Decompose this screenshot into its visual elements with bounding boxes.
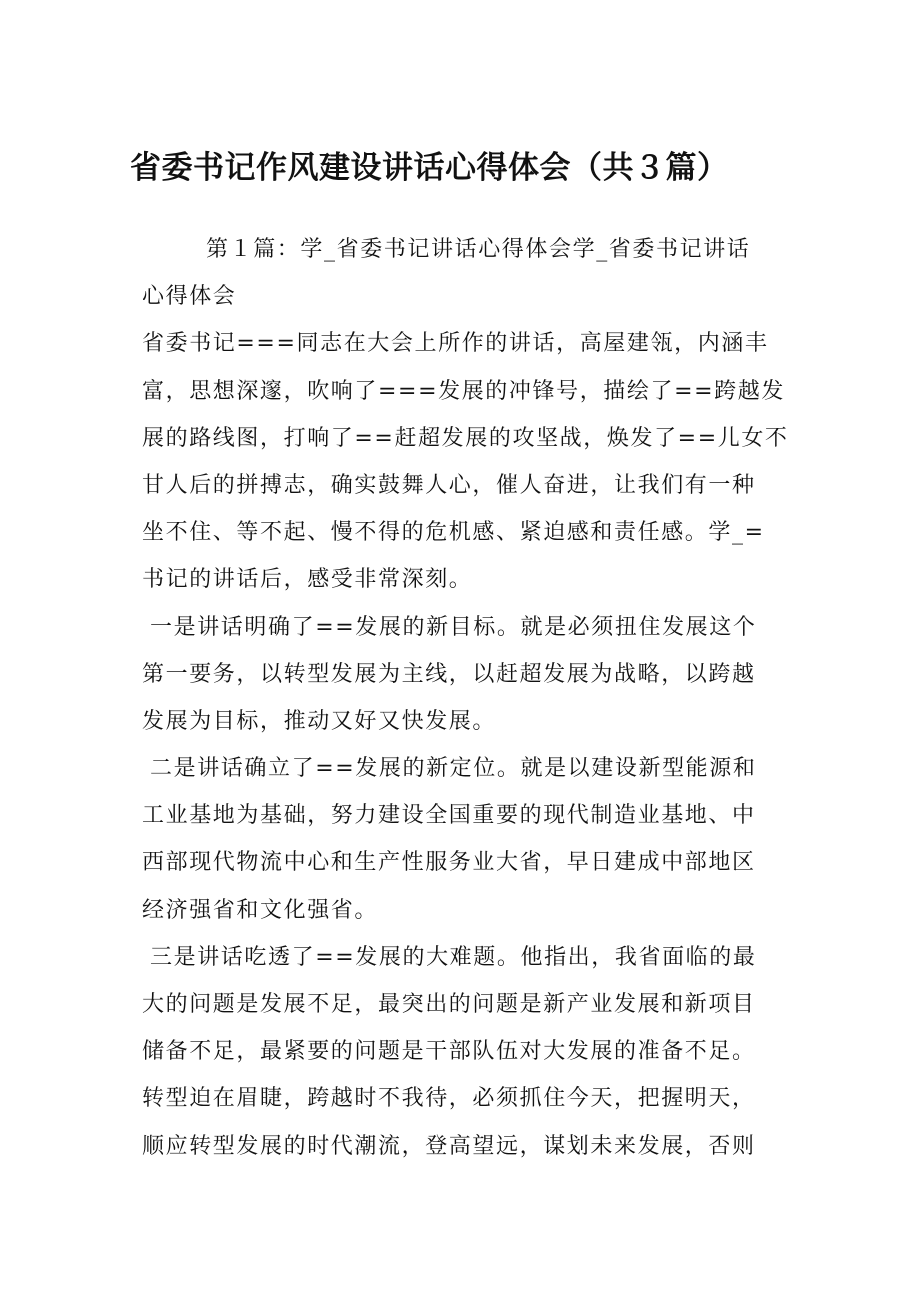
document-body <box>142 226 802 1170</box>
section-heading-line: 心得体会 <box>142 284 237 310</box>
paragraph-line: 一是讲话明确了==发展的新目标。就是必须扭住发展这个 <box>150 614 757 640</box>
paragraph-line: 富，思想深邃，吹响了===发展的冲锋号，描绘了==跨越发 <box>142 378 785 404</box>
section-heading-line: 第１篇：学_省委书记讲话心得体会学_省委书记讲话 <box>206 237 751 262</box>
paragraph-line: 西部现代物流中心和生产性服务业大省，早日建成中部地区 <box>142 850 756 876</box>
paragraph-line: 三是讲话吃透了==发展的大难题。他指出，我省面临的最 <box>150 944 757 970</box>
paragraph-line: 转型迫在眉睫，跨越时不我待，必须抓住今天，把握明天， <box>142 1086 756 1112</box>
paragraph-line: 工业基地为基础，努力建设全国重要的现代制造业基地、中 <box>142 803 756 829</box>
paragraph-line: 甘人后的拼搏志，确实鼓舞人心，催人奋进，让我们有一种 <box>142 472 756 498</box>
paragraph-line: 坐不住、等不起、慢不得的危机感、紧迫感和责任感。学_= <box>142 520 765 546</box>
paragraph-line: 省委书记===同志在大会上所作的讲话，高屋建瓴，内涵丰 <box>142 331 769 357</box>
paragraph-line: 顺应转型发展的时代潮流，登高望远，谋划未来发展，否则 <box>142 1133 756 1159</box>
paragraph-line: 发展为目标，推动又好又快发展。 <box>142 708 497 734</box>
paragraph-line: 展的路线图，打响了==赶超发展的攻坚战，焕发了==儿女不 <box>142 425 789 451</box>
paragraph-line: 书记的讲话后，感受非常深刻。 <box>142 567 473 593</box>
paragraph-line: 经济强省和文化强省。 <box>142 897 379 923</box>
paragraph-line: 储备不足，最紧要的问题是干部队伍对大发展的准备不足。 <box>142 1039 756 1065</box>
paragraph-line: 大的问题是发展不足，最突出的问题是新产业发展和新项目 <box>142 992 756 1017</box>
paragraph-line: 二是讲话确立了==发展的新定位。就是以建设新型能源和 <box>150 756 757 782</box>
document-title: 省委书记作风建设讲话心得体会（共３篇） <box>130 150 729 186</box>
paragraph-line: 第一要务，以转型发展为主线，以赶超发展为战略，以跨越 <box>142 661 756 687</box>
